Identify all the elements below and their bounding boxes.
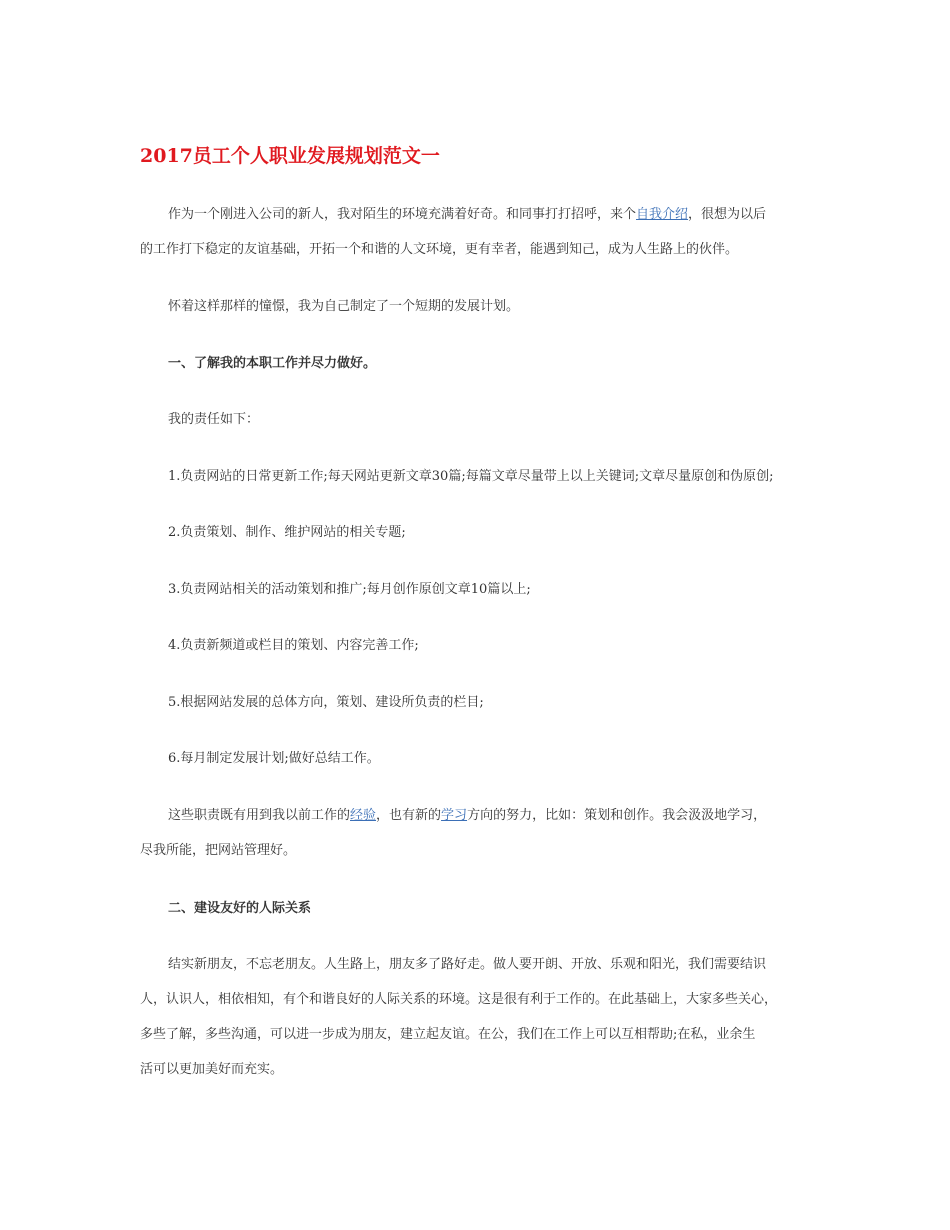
experience-link[interactable]: 经验 [350,808,377,823]
summary-text-2: ，也有新的 [376,808,442,823]
section-1-heading: 一、了解我的本职工作并尽力做好。 [168,356,377,371]
responsibility-item-1: 1.负责网站的日常更新工作;每天网站更新文章30篇;每篇文章尽量带上以上关键词;文章尽量原创和伪原创; [168,469,774,484]
relationship-line-4: 活可以更加美好而充实。 [140,1062,284,1077]
plan-paragraph: 怀着这样那样的憧憬，我为自己制定了一个短期的发展计划。 [168,299,520,314]
intro-text-before-link: 作为一个刚进入公司的新人，我对陌生的环境充满着好奇。和同事打打招呼，来个 [168,207,637,222]
relationship-paragraph [140,947,820,1087]
relationship-line-2: 人，认识人，相依相知，有个和谐良好的人际关系的环境。这是很有利于工作的。在此基础上，大家多些关心， [140,992,778,1007]
intro-text-after-link: ，很想为以后 [688,207,767,222]
summary-paragraph [140,798,820,868]
intro-line-2: 的工作打下稳定的友谊基础，开拓一个和谐的人文环境，更有幸者，能遇到知己，成为人生路上的伙伴。 [140,242,739,257]
document-title: 2017员工个人职业发展规划范文一 [140,145,440,167]
responsibility-item-5: 5.根据网站发展的总体方向，策划、建设所负责的栏目; [168,695,484,710]
summary-line-2: 尽我所能，把网站管理好。 [140,843,297,858]
intro-paragraph [140,197,820,267]
section-2-heading: 二、建设友好的人际关系 [168,901,312,916]
responsibility-item-6: 6.每月制定发展计划;做好总结工作。 [168,751,380,766]
responsibility-item-2: 2.负责策划、制作、维护网站的相关专题; [168,525,406,540]
intro-line-1 [140,197,820,232]
responsibility-item-4: 4.负责新频道或栏目的策划、内容完善工作; [168,638,419,653]
summary-text-1: 这些职责既有用到我以前工作的 [168,808,351,823]
relationship-line-3: 多些了解，多些沟通，可以进一步成为朋友，建立起友谊。在公，我们在工作上可以互相帮助;在私，业余生 [140,1027,756,1042]
summary-line-1 [140,798,820,833]
learning-link[interactable]: 学习 [441,808,468,823]
self-introduction-link[interactable]: 自我介绍 [636,207,689,222]
responsibility-intro: 我的责任如下： [168,412,260,427]
relationship-line-1: 结实新朋友，不忘老朋友。人生路上，朋友多了路好走。做人要开朗、开放、乐观和阳光，我们需要结识 [168,957,767,972]
summary-text-3: 方向的努力，比如：策划和创作。我会汲汲地学习， [467,808,767,823]
responsibility-item-3: 3.负责网站相关的活动策划和推广;每月创作原创文章10篇以上; [168,582,531,597]
